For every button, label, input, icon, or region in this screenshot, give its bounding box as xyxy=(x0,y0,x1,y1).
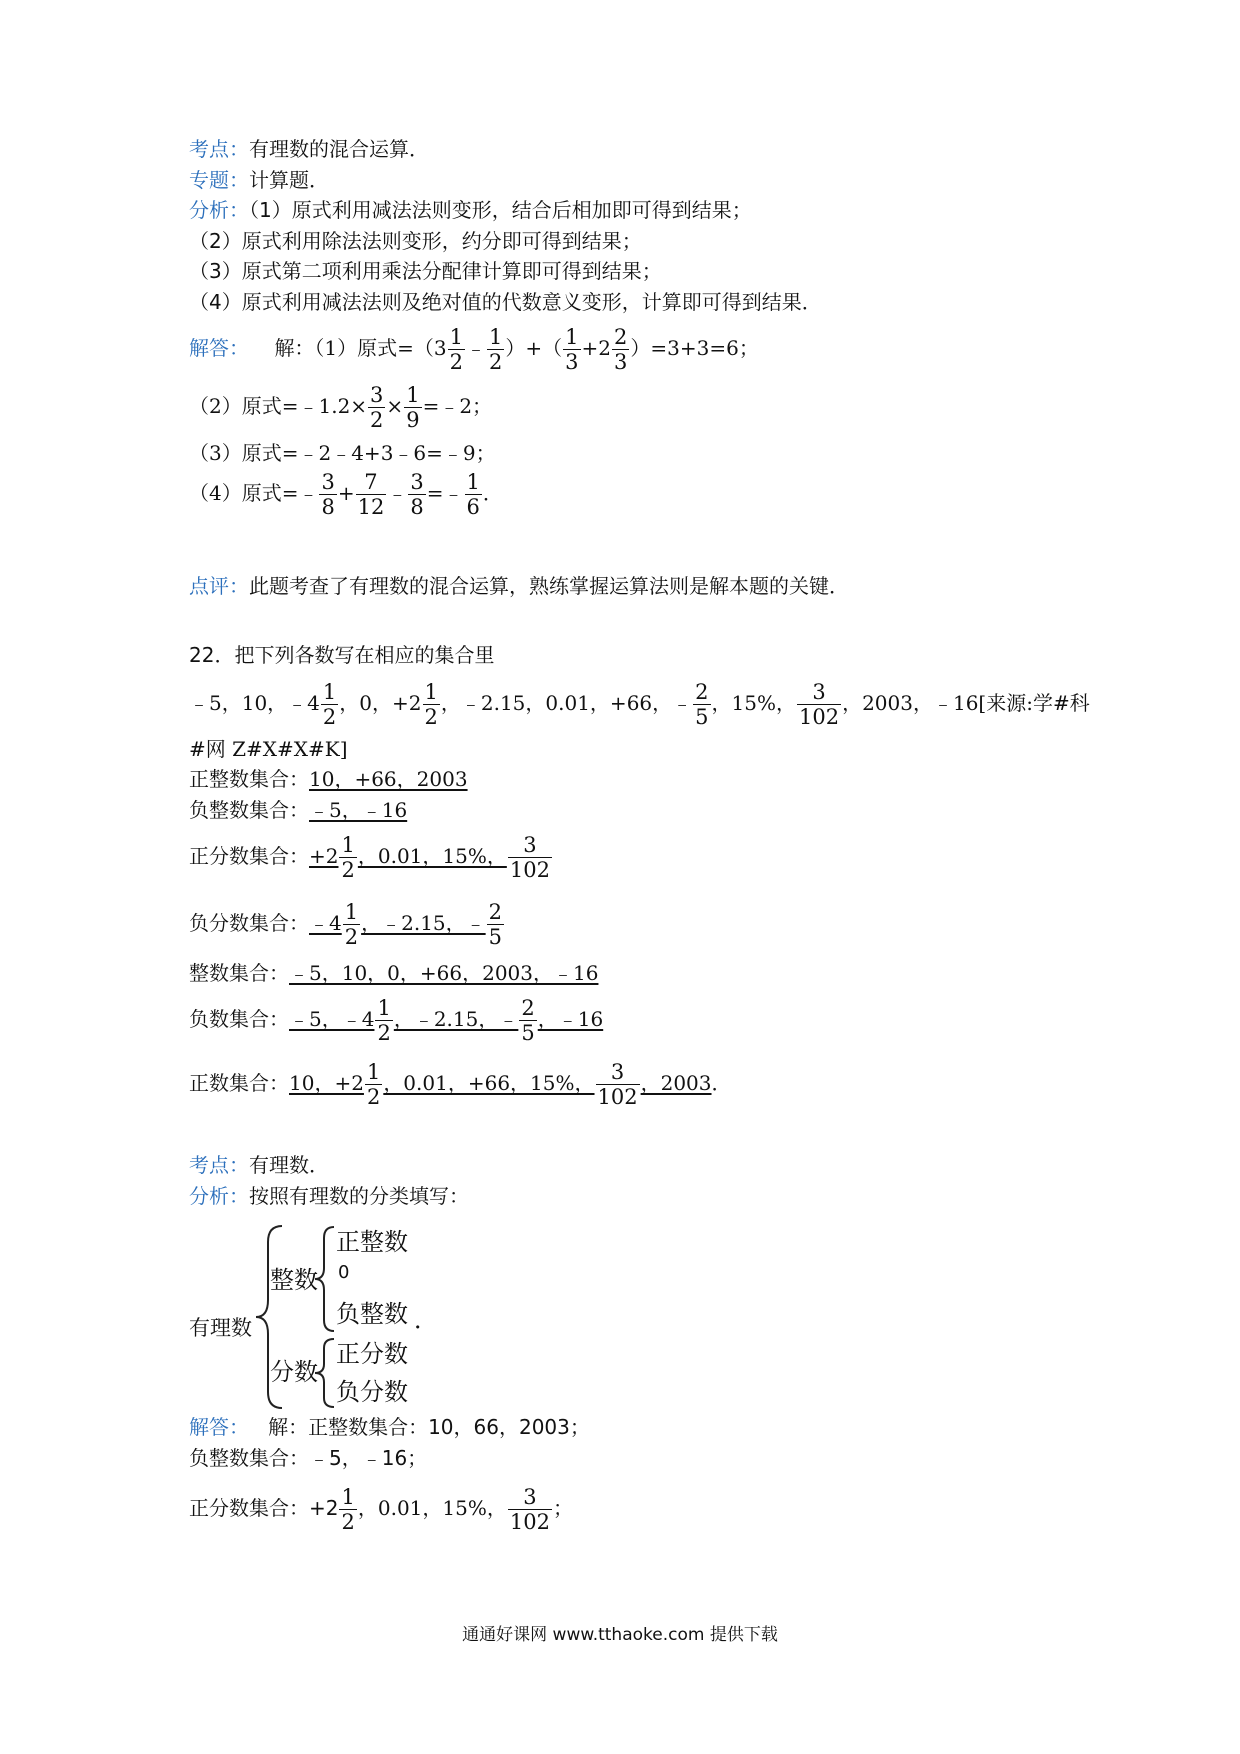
fraction: $\frac{1}{3}$ xyxy=(565,325,579,374)
frac-label: 分数 xyxy=(270,1358,318,1386)
jieda-label: 解答： xyxy=(189,336,249,360)
fraction: $\frac{1}{2}$ xyxy=(489,325,503,374)
fenxi-item-1: （1）原式利用减法法则变形，结合后相加即可得到结果； xyxy=(249,198,752,222)
answer-1-prefix: 解：（1）原式=（3 xyxy=(274,336,447,360)
fraction: $\frac{3}{102}$ xyxy=(798,680,840,729)
fenxi-item-3: （3）原式第二项利用乘法分配律计算即可得到结果； xyxy=(189,259,662,283)
answer-1: 解答： 解：（1）原式=（3 $\frac{1}{2}$ ﹣ $\frac{1}{2}$ ）+（ $\frac{1}{3}$ +2 $\frac{2}{3}$ ）=3+3=6； xyxy=(189,325,759,374)
number-list-cont: #网 Z#X#X#K] xyxy=(189,737,348,761)
fraction: $\frac{2}{3}$ xyxy=(614,325,628,374)
jieda-pos-frac: 正分数集合：+2 $\frac{1}{2}$ ，0.01，15%， $\frac{3}{102}$ ； xyxy=(189,1485,573,1534)
fraction: $\frac{2}{5}$ xyxy=(695,680,709,729)
set-int: 整数集合：﹣5，10，0，+66，2003，﹣16 xyxy=(189,961,599,985)
fenxi-line-22: 分析：按照有理数的分类填写： xyxy=(189,1184,469,1208)
answer-4: （4）原式=﹣ $\frac{3}{8}$ + $\frac{7}{12}$ ﹣ $\frac{3}{8}$ =﹣ $\frac{1}{6}$ ． xyxy=(189,470,503,519)
zhuanti-line xyxy=(189,167,329,193)
set-neg-frac: 负分数集合：﹣4 $\frac{1}{2}$ ，﹣2.15，﹣ $\frac{2}{5}$ xyxy=(189,900,503,949)
fraction: $\frac{3}{2}$ xyxy=(370,383,384,432)
zero-label: 0 xyxy=(338,1262,350,1283)
fraction: $\frac{1}{2}$ xyxy=(424,680,438,729)
kaodian-line-21 xyxy=(189,136,429,162)
zhuanti-label: 专题： xyxy=(189,168,249,192)
fraction: $\frac{1}{2}$ xyxy=(322,680,337,729)
int-label: 整数 xyxy=(270,1266,318,1294)
dianping-text: 此题考查了有理数的混合运算，熟练掌握运算法则是解本题的关键． xyxy=(249,574,849,598)
fenxi-item-4: （4）原式利用减法法则及绝对值的代数意义变形，计算即可得到结果． xyxy=(189,290,822,314)
pos-int-label: 正整数 xyxy=(336,1228,408,1256)
neg-frac-label: 负分数 xyxy=(336,1378,408,1406)
fenxi-item-2: （2）原式利用除法法则变形，约分即可得到结果； xyxy=(189,229,642,253)
jieda-neg-int: 负整数集合：﹣5，﹣16； xyxy=(189,1446,428,1470)
fraction: $\frac{3}{8}$ xyxy=(321,470,335,519)
kaodian-text: 有理数的混合运算． xyxy=(249,137,429,161)
root-label: 有理数 xyxy=(189,1316,252,1340)
fraction: $\frac{3}{8}$ xyxy=(410,470,424,519)
answer-3: （3）原式=﹣2﹣4+3﹣6=﹣9； xyxy=(189,441,496,465)
set-negative: 负数集合：﹣5，﹣4 $\frac{1}{2}$ ，﹣2.15，﹣ $\frac{2}{5}$ ，﹣16 xyxy=(189,996,604,1045)
number-list: ﹣5，10，﹣4 $\frac{1}{2}$ ，0，+2 $\frac{1}{2}$ ，﹣2.15，0.01，+66，﹣ $\frac{2}{5}$ ，15%， $\frac{3}{102}$ ，2003，﹣16[来源:学#科 xyxy=(189,680,1090,729)
pos-frac-label: 正分数 xyxy=(336,1340,408,1368)
zhuanti-text: 计算题． xyxy=(249,168,329,192)
set-pos-int: 正整数集合：10，+66，2003 xyxy=(189,767,468,791)
fraction: $\frac{7}{12}$ xyxy=(357,470,385,519)
dianping-line xyxy=(189,573,849,599)
fraction: $\frac{1}{2}$ xyxy=(449,325,464,374)
kaodian-line-22: 考点：有理数． xyxy=(189,1153,329,1177)
period: ． xyxy=(414,1306,438,1334)
set-positive: 正数集合：10，+2 $\frac{1}{2}$ ，0.01，+66，15%， $\frac{3}{102}$ ，2003． xyxy=(189,1060,732,1109)
kaodian-label: 考点： xyxy=(189,137,249,161)
dianping-label: 点评： xyxy=(189,574,249,598)
jieda-line-22: 解答： 解：正整数集合：10，66，2003； xyxy=(189,1415,590,1439)
fraction: $\frac{1}{6}$ xyxy=(466,470,480,519)
page-footer: 通通好课网 www.tthaoke.com 提供下载 xyxy=(462,1625,778,1645)
question-22-title: 22．把下列各数写在相应的集合里 xyxy=(189,643,495,667)
fenxi-line-21 xyxy=(189,197,752,223)
fraction: $\frac{1}{9}$ xyxy=(406,383,420,432)
set-pos-frac: 正分数集合：+2 $\frac{1}{2}$ ，0.01，15%， $\frac{3}{102}$ xyxy=(189,833,550,882)
fenxi-label: 分析： xyxy=(189,198,249,222)
answer-2: （2）原式=﹣1.2× $\frac{3}{2}$ × $\frac{1}{9}$ =﹣2； xyxy=(189,383,493,432)
set-neg-int: 负整数集合：﹣5，﹣16 xyxy=(189,798,408,822)
neg-int-label: 负整数 xyxy=(336,1300,408,1328)
